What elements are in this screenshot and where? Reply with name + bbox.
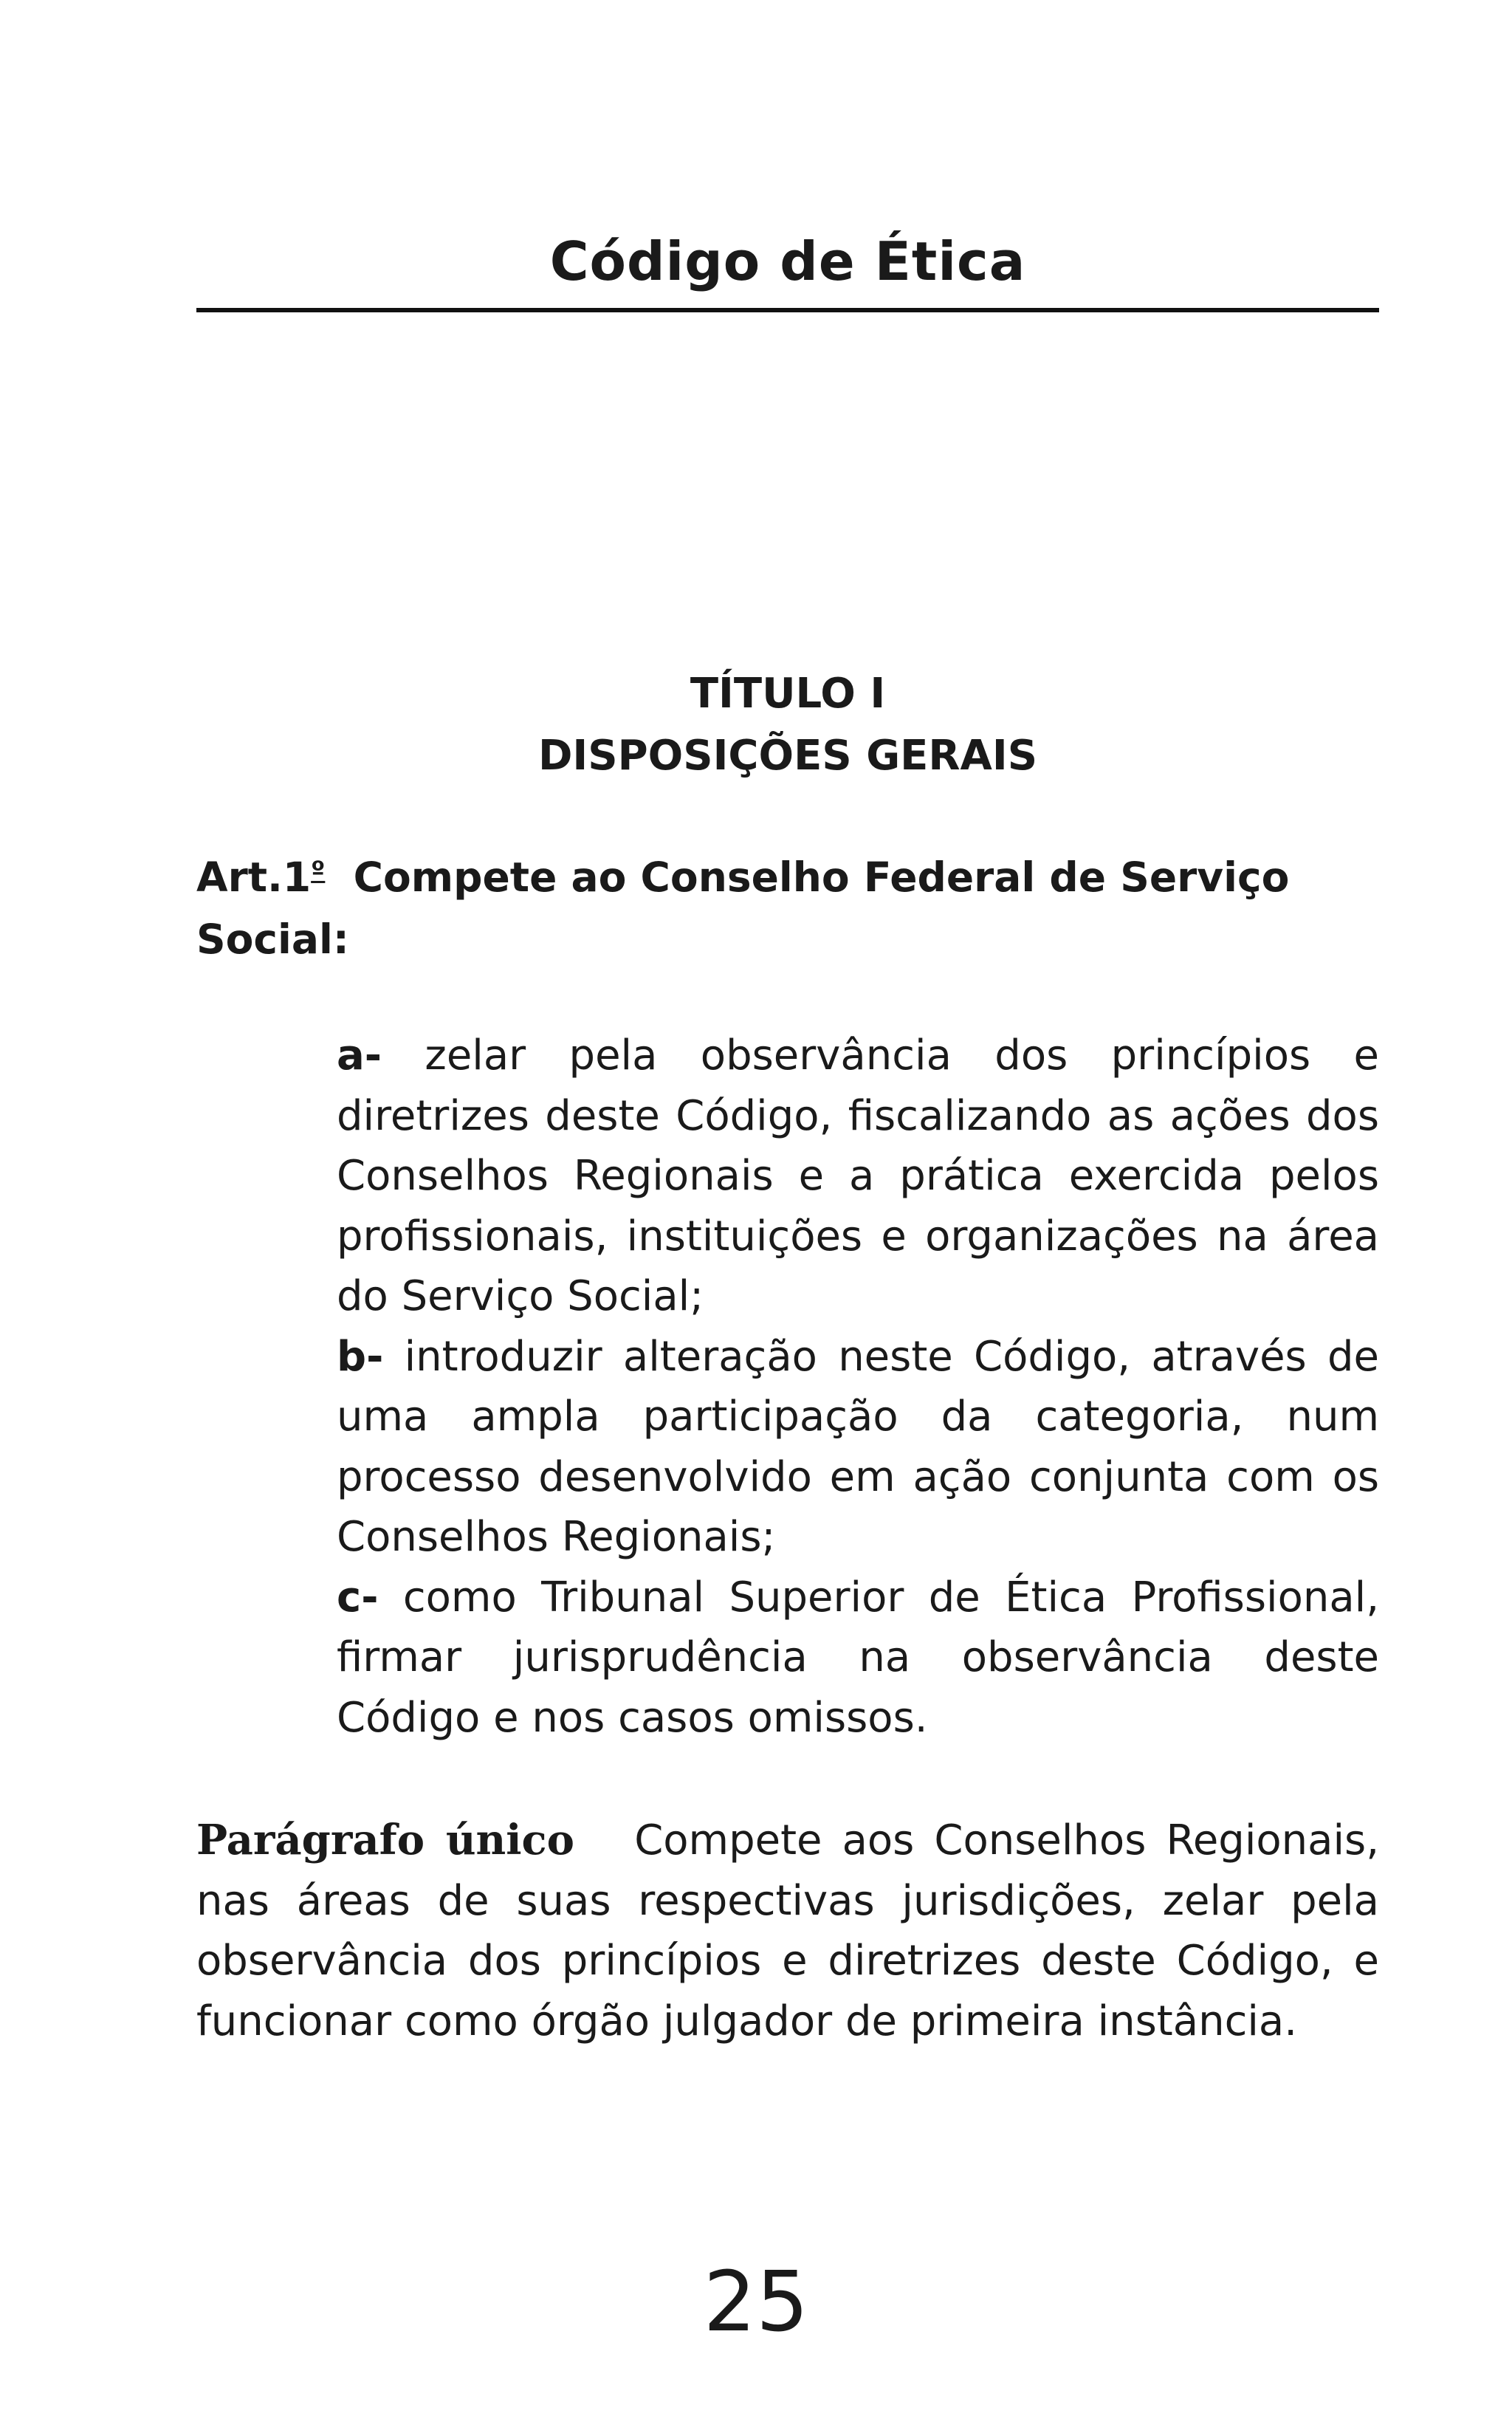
article-item-b	[337, 1327, 1379, 1568]
section-title	[196, 663, 1379, 787]
sole-paragraph-text: Compete aos Conselhos Regionais, nas áreas de suas respectivas jurisdições, zelar pela observância dos princípios e diretrizes deste Código, e funcionar como órgão julgador de primeira instância.	[196, 1816, 1379, 2045]
running-header-title: Código de Ética	[549, 230, 1026, 292]
article-heading-text: Compete ao Conselho Federal de Serviço Social:	[196, 854, 1290, 963]
article-item-c	[337, 1568, 1379, 1749]
article-label: Art.1	[196, 854, 312, 901]
item-letter: b-	[337, 1332, 384, 1381]
item-text: como Tribunal Superior de Ética Profissional, firmar jurisprudência na observância deste Código e nos casos omissos.	[337, 1573, 1379, 1742]
item-letter: c-	[337, 1573, 379, 1622]
item-text: introduzir alteração neste Código, através de uma ampla participação da categoria, num processo desenvolvido em ação conjunta com os Conselhos Regionais;	[337, 1332, 1379, 1561]
header-divider	[196, 308, 1379, 312]
sole-paragraph	[196, 1811, 1379, 2051]
sole-paragraph-label: Parágrafo único	[196, 1816, 574, 1864]
article-ordinal: º	[311, 857, 326, 886]
article-items-list	[337, 1026, 1379, 1748]
article-heading	[196, 846, 1379, 970]
item-text: zelar pela observância dos princípios e diretrizes deste Código, fiscalizando as ações dos Conselhos Regionais e a prática exercida pelos profissionais, instituições e organizações na área do Serviço Social;	[337, 1032, 1379, 1320]
page-number: 25	[703, 2254, 809, 2350]
article-item-a	[337, 1026, 1379, 1327]
item-letter: a-	[337, 1032, 382, 1080]
section-title-line-1: TÍTULO I	[690, 670, 886, 718]
section-title-line-2: DISPOSIÇÕES GERAIS	[537, 732, 1038, 780]
